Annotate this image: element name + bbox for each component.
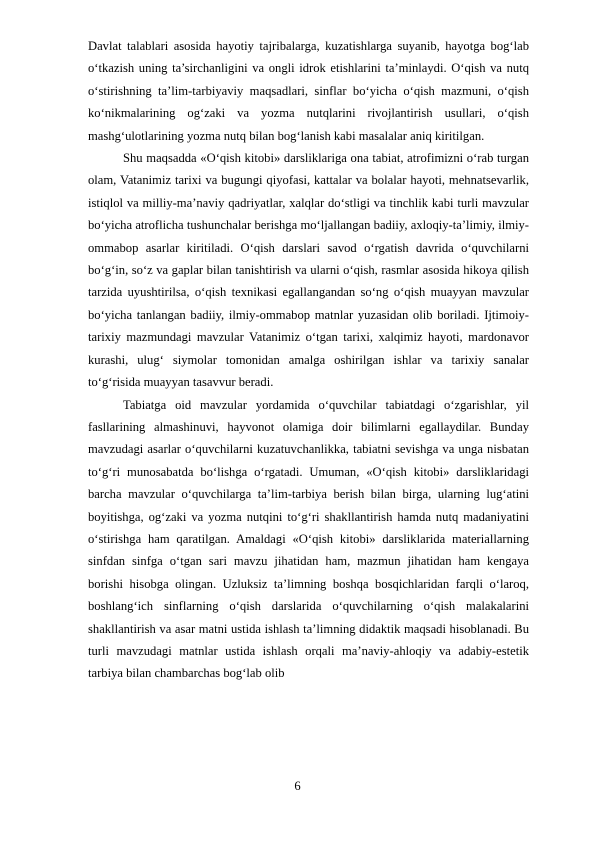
page-number: 6 [294, 779, 301, 793]
body-text [88, 35, 529, 685]
paragraph-3: Tabiatga oid mavzular yordamida o‘quvchilar tabiatdagi o‘zgarishlar, yil fasllarining almashinuvi, hayvonot olamiga doir bilimlarni egallaydilar. Bunday mavzudagi asarlar o‘quvchilarni kuzatuvchanlikka, tabiatni sevishga va unga nisbatan to‘g‘ri munosabatda bo‘lishga o‘rgatadi. Umuman, «O‘qish kitobi» darsliklaridagi barcha mavzular o‘quvchilarga ta’lim-tarbiya berish bilan birga, ularning lug‘atini boyitishga, og‘zaki va yozma nutqini to‘g‘ri shakllantirish hamda nutq madaniyatini o‘stirishga ham qaratilgan. Amaldagi «O‘qish kitobi» darsliklarida materiallarning sinfdan sinfga o‘tgan sari mavzu jihatidan ham, mazmun jihatidan ham kengaya borishi hisobga olingan. Uzluksiz ta’limning boshqa bosqichlaridan farqli o‘laroq, boshlang‘ich sinflarning o‘qish darslarida o‘quvchilarning o‘qish malakalarini shakllantirish va asar matni ustida ishlash ta’limning didaktik maqsadi hisoblanadi. Bu turli mavzudagi matnlar ustida ishlash orqali ma’naviy-ahloqiy va adabiy-estetik tarbiya bilan chambarchas bog‘lab olib [88, 397, 529, 681]
paragraph-2: Shu maqsadda «O‘qish kitobi» darsliklariga ona tabiat, atrofimizni o‘rab turgan olam, Vatanimiz tarixi va bugungi qiyofasi, kattalar va bolalar hayoti, mehnatsevarlik, istiqlol va milliy-ma’naviy qadriyatlar, xalqlar do‘stligi va tinchlik kabi turli mavzular bo‘yicha atroflicha tushunchalar berishga mo‘ljallangan badiiy, axloqiy-ta’limiy, ilmiy-ommabop asarlar kiritiladi. O‘qish darslari savod o‘rgatish davrida o‘quvchilarni bo‘g‘in, so‘z va gaplar bilan tanishtirish va ularni o‘qish, rasmlar asosida hikoya qilish tarzida uyushtirilsa, o‘qish texnikasi egallangandan so‘ng o‘qish muayyan mavzular bo‘yicha tanlangan badiiy, ilmiy-ommabop matnlar yuzasidan olib boriladi. Ijtimoiy-tarixiy mazmundagi mavzular Vatanimiz o‘tgan tarixi, xalqimiz hayoti, mardonavor kurashi, ulug‘ siymolar tomonidan amalga oshirilgan ishlar va tarixiy sanalar to‘g‘risida muayyan tasavvur beradi. [88, 151, 529, 390]
paragraph-1: Davlat talablari asosida hayotiy tajribalarga, kuzatishlarga suyanib, hayotga bog‘lab o‘tkazish uning ta’sirchanligini va ongli idrok etishlarini ta’minlaydi. O‘qish va nutq o‘stirishning ta’lim-tarbiyaviy maqsadlari, sinflar bo‘yicha o‘qish mazmuni, o‘qish ko‘nikmalarining og‘zaki va yozma nutqlarini rivojlantirish usullari, o‘qish mashg‘ulotlarining yozma nutq bilan bog‘lanish kabi masalalar aniq kiritilgan. [88, 39, 529, 143]
